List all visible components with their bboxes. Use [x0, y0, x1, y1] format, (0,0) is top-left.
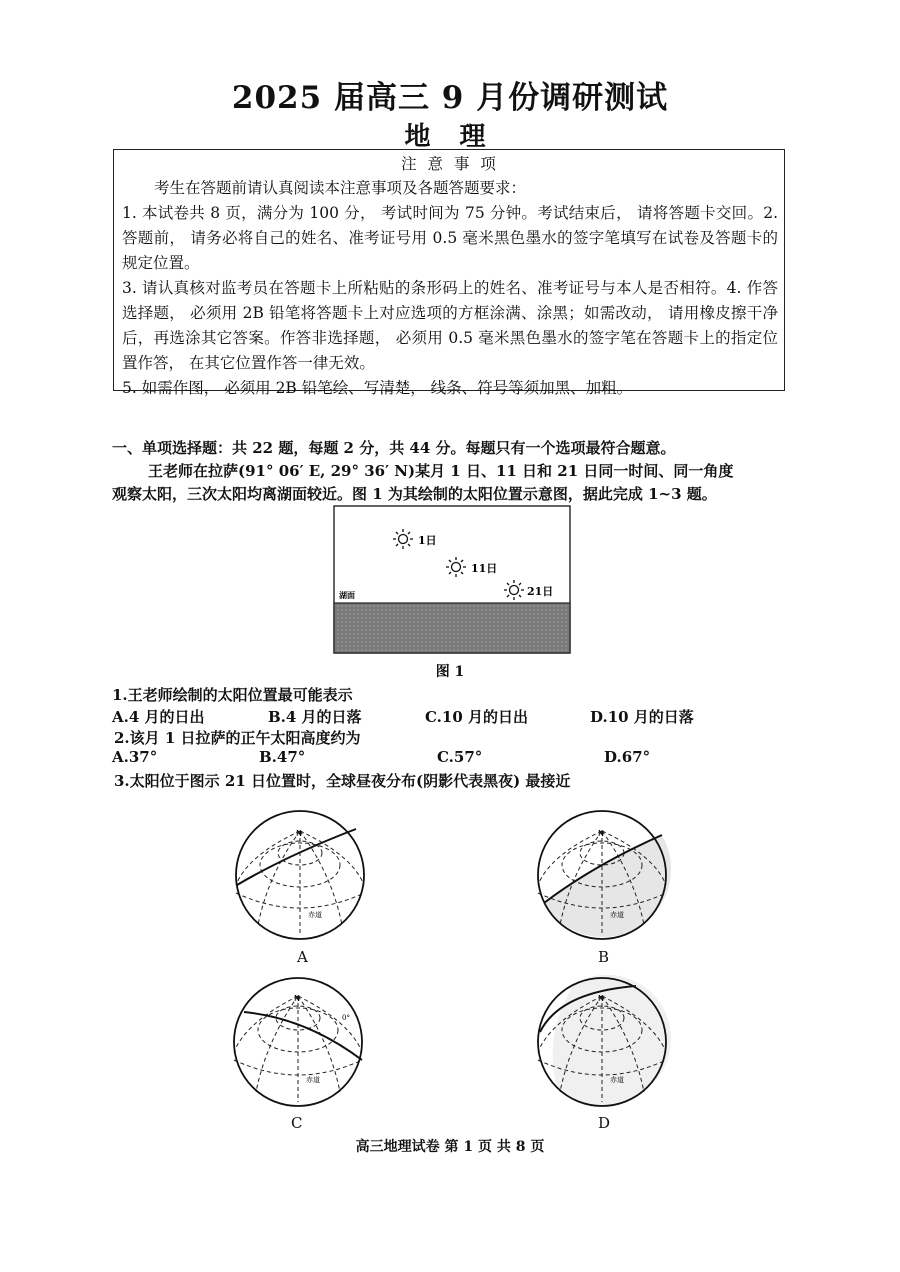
- subject-title: 地 理: [404, 122, 496, 152]
- question-stem-line-1: 王老师在拉萨(91° 06′ E, 29° 36′ N)某月 1 日、11 日和 21 日同一时间、同一角度: [148, 462, 734, 480]
- meridian-label: 0°: [342, 1014, 350, 1022]
- notice-item-1-2: 1. 本试卷共 8 页，满分为 100 分， 考试时间为 75 分钟。考试结束后， 请将答题卡交回。2. 答题前， 请务必将自己的姓名、准考证号用 0.5 毫米黑色墨水的签字笔填写在试卷及答题卡的规定位置。: [122, 204, 778, 272]
- pole-label: N: [598, 829, 604, 838]
- lake-surface: [334, 603, 570, 653]
- question-2-option-d[interactable]: D.67°: [604, 748, 651, 766]
- notice-item-3-4: 3. 请认真核对监考员在答题卡上所粘贴的条形码上的姓名、准考证号与本人是否相符。4. 作答选择题， 必须用 2B 铅笔将答题卡上对应选项的方框涂满、涂黑；如需改动， 请用橡皮擦干净后，再选涂其它答案。作答非选择题， 必须用 0.5 毫米黑色墨水的签字笔在答题卡上的指定位置作答， 在其它位置作答一律无效。: [122, 279, 778, 372]
- figure-1-sun-positions: [333, 505, 573, 655]
- globe-label-c: C: [291, 1114, 303, 1132]
- equator-label: 赤道: [610, 911, 624, 919]
- question-1-stem: 1.王老师绘制的太阳位置最可能表示: [112, 686, 353, 704]
- question-1-option-b[interactable]: B.4 月的日落: [268, 708, 362, 726]
- notice-box: [113, 149, 785, 397]
- equator-label: 赤道: [306, 1076, 320, 1084]
- globe-option-c: [226, 972, 376, 1112]
- section-heading: 一、单项选择题：共 22 题，每题 2 分，共 44 分。每题只有一个选项最符合题意。: [112, 439, 676, 457]
- question-1-option-d[interactable]: D.10 月的日落: [590, 708, 694, 726]
- pole-label: N: [294, 994, 300, 1003]
- question-3-stem: 3.太阳位于图示 21 日位置时，全球昼夜分布(阴影代表黑夜) 最接近: [114, 772, 571, 790]
- question-stem-line-2: 观察太阳，三次太阳均离湖面较近。图 1 为其绘制的太阳位置示意图，据此完成 1~3 题。: [112, 485, 717, 503]
- pole-label: N: [296, 829, 302, 838]
- question-1-option-c[interactable]: C.10 月的日出: [425, 708, 528, 726]
- globe-label-b: B: [598, 948, 610, 966]
- equator-label: 赤道: [308, 911, 322, 919]
- globe-option-b: [530, 805, 680, 945]
- question-1-option-a[interactable]: A.4 月的日出: [112, 708, 205, 726]
- sun-label-21: 21日: [527, 585, 554, 598]
- equator-label: 赤道: [610, 1076, 624, 1084]
- sun-label-1: 1日: [418, 534, 437, 547]
- notice-title: 注 意 事 项: [401, 155, 499, 173]
- sun-label-11: 11日: [471, 562, 498, 575]
- question-2-option-c[interactable]: C.57°: [437, 748, 483, 766]
- question-2-option-a[interactable]: A.37°: [112, 748, 158, 766]
- globe-label-d: D: [598, 1114, 611, 1132]
- pole-label: N: [598, 994, 604, 1003]
- lake-label: 湖面: [339, 590, 355, 600]
- notice-intro: 考生在答题前请认真阅读本注意事项及各题答题要求：: [154, 179, 527, 197]
- question-2-option-b[interactable]: B.47°: [259, 748, 306, 766]
- exam-title: 2025 届高三 9 月份调研测试: [231, 80, 669, 116]
- globe-option-d: [530, 972, 680, 1112]
- globe-label-a: A: [297, 948, 308, 966]
- figure-1-caption: 图 1: [435, 664, 465, 680]
- question-2-stem: 2.该月 1 日拉萨的正午太阳高度约为: [114, 729, 361, 747]
- globe-option-a: [228, 805, 378, 945]
- page-footer: 高三地理试卷 第 1 页 共 8 页: [355, 1139, 545, 1155]
- notice-item-5: 5. 如需作图， 必须用 2B 铅笔绘、写清楚， 线条、符号等须加黑、加粗。: [122, 379, 633, 397]
